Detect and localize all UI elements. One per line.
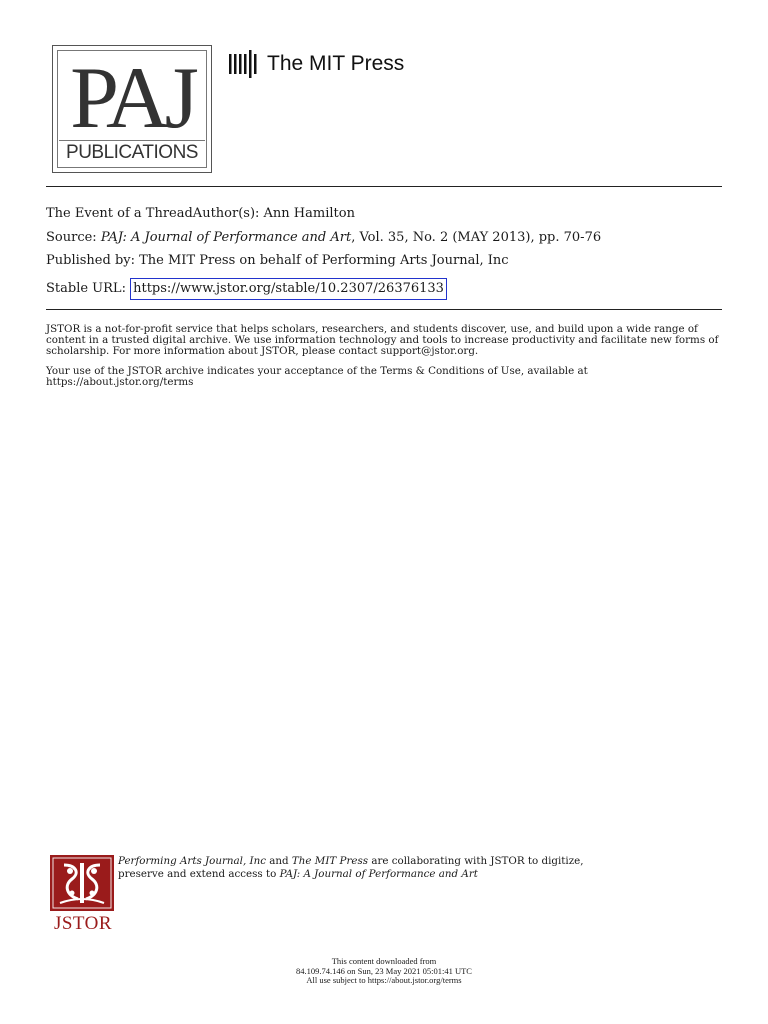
jstor-notice-paragraph: JSTOR is a not-for-profit service that helps scholars, researchers, and students discover, use, and build upon a wide range of content in a trusted digital archive. We use information technology and tools to increase productivity and facilitate new forms of scholarship. For more information about JSTOR, please contact support@jstor.org.	[46, 323, 719, 357]
terms-notice-url: https://about.jstor.org/terms	[46, 376, 194, 388]
source-line	[46, 229, 601, 247]
published-by-line: Published by: The MIT Press on behalf of Performing Arts Journal, Inc	[46, 253, 509, 268]
article-title-line: The Event of a ThreadAuthor(s): Ann Hamilton	[46, 206, 355, 221]
terms-notice-text: Your use of the JSTOR archive indicates your acceptance of the Terms & Conditions of Use, available at	[46, 365, 588, 377]
terms-notice-paragraph	[46, 366, 722, 388]
collab-and: and	[265, 855, 292, 867]
jstor-wordmark: JSTOR	[53, 913, 113, 934]
download-footer	[0, 957, 768, 986]
source-label: Source:	[46, 230, 97, 245]
jstor-emblem-icon	[50, 855, 114, 911]
collab-text-1: are collaborating with JSTOR to digitize,	[368, 855, 584, 867]
collab-org-2: The MIT Press	[291, 855, 369, 867]
stable-url-link[interactable]: https://www.jstor.org/stable/10.2307/26376133	[130, 278, 447, 300]
source-details: , Vol. 35, No. 2 (MAY 2013), pp. 70-76	[351, 230, 602, 245]
bottom-divider	[46, 309, 722, 310]
footer-line-2: 84.109.74.146 on Sun, 23 May 2021 05:01:41 UTC	[296, 965, 472, 976]
collaboration-line-1	[118, 855, 678, 868]
jstor-logo	[50, 855, 115, 935]
mit-press-wordmark: The MIT Press	[267, 52, 405, 75]
paj-logo-frame	[57, 50, 207, 168]
source-journal: PAJ: A Journal of Performance and Art	[100, 230, 352, 245]
collaboration-statement	[118, 855, 678, 881]
paj-publications-logo	[52, 45, 212, 173]
paj-logo-subtitle: PUBLICATIONS	[59, 140, 205, 165]
collab-text-2: preserve and extend access to	[118, 868, 280, 880]
collaboration-line-2	[118, 868, 678, 881]
footer-line-3: All use subject to https://about.jstor.org/terms	[306, 975, 462, 985]
footer-line-1: This content downloaded from	[331, 956, 437, 966]
mit-press-bars-icon	[229, 50, 259, 78]
collab-org-1: Performing Arts Journal, Inc	[118, 855, 266, 867]
stable-url-label: Stable URL:	[46, 281, 126, 296]
collab-journal: PAJ: A Journal of Performance and Art	[279, 868, 478, 880]
stable-url-line	[46, 278, 447, 300]
paj-logo-letters: PAJ	[70, 50, 194, 147]
top-divider	[46, 186, 722, 187]
